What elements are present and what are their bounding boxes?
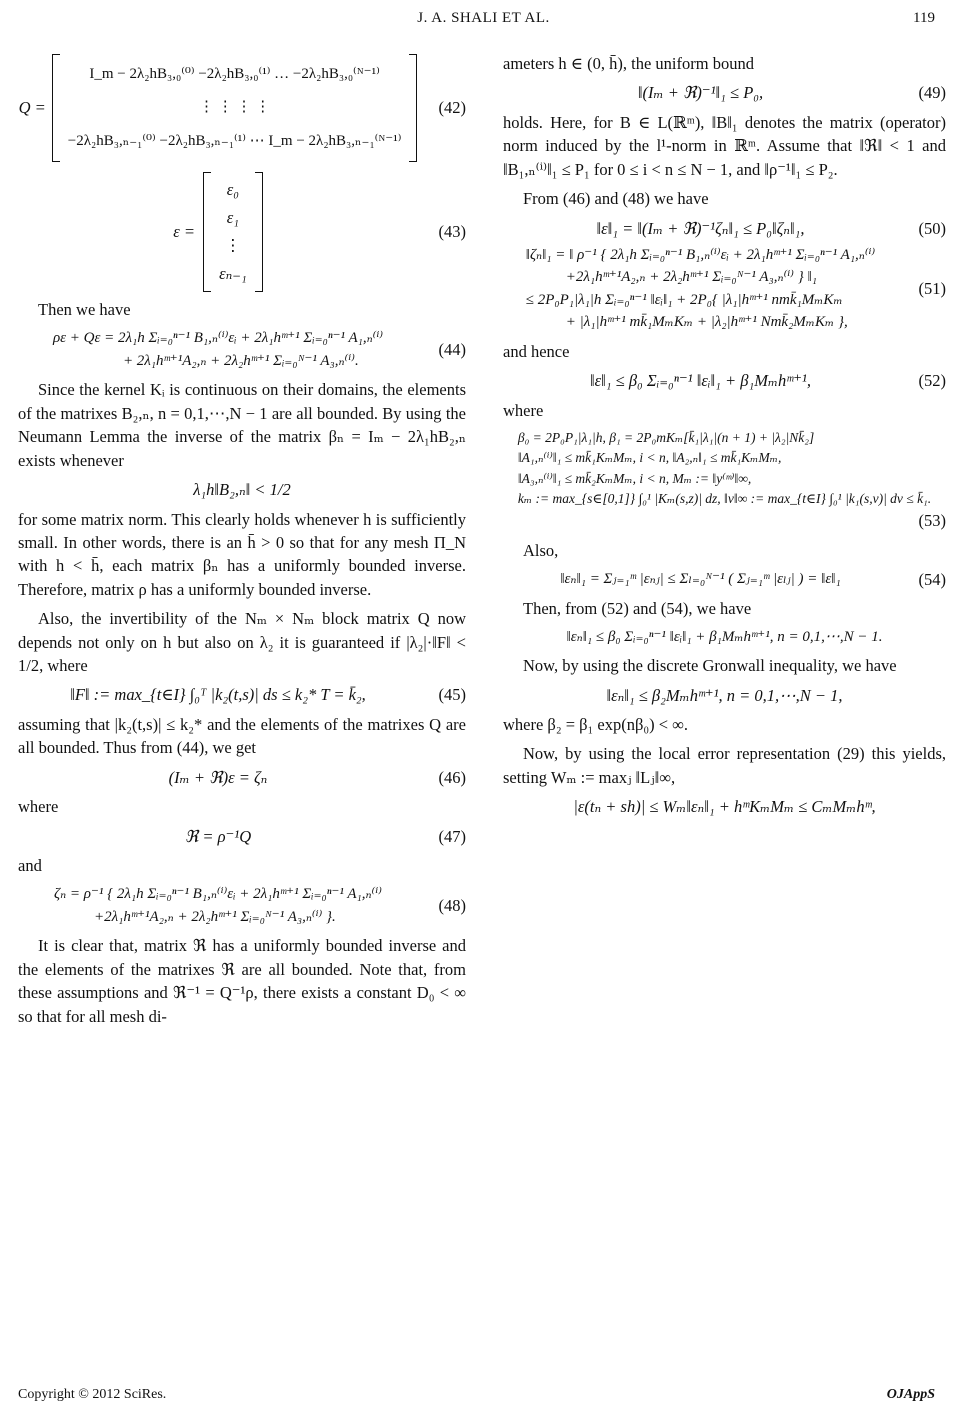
equation-53-number-row <box>503 509 946 532</box>
equation-42 <box>18 54 466 162</box>
equation-number: (50) <box>918 218 946 238</box>
paragraph: Since the kernel Kᵢ is continuous on their domains, the elements of the matrixes B₂,ₙ, n = 0,1,⋯,N − 1 are all bounded. By using the Neumann Lemma the inverse of the matrix βₙ = Iₘ − 2λ₁hB₂,ₙ exists whenever <box>18 380 466 470</box>
matrix-row: −2λ₂hB₃,ₙ₋₁⁽⁰⁾ −2λ₂hB₃,ₙ₋₁⁽¹⁾ ⋯ I_m − 2λ₂hB₃,ₙ₋₁⁽ᴺ⁻¹⁾ <box>67 132 402 149</box>
equation-condition: λ₁h‖B₂,ₙ‖ < 1/2 <box>193 480 291 500</box>
copyright-notice: Copyright © 2012 SciRes. <box>18 1387 167 1402</box>
equation-number: (45) <box>438 685 466 705</box>
vector-epsilon <box>203 172 263 292</box>
equation-local-error: |ε(tₙ + sh)| ≤ Wₘ‖εₙ‖₁ + hᵐKₘMₘ ≤ CₘMₘhᵐ, <box>573 797 876 817</box>
equation-line: ‖A₁,ₙ⁽ⁱ⁾‖₁ ≤ mk̄₁KₘMₘ, i < n, ‖A₂,ₙ‖₁ ≤ mk̄₁KₘMₘ, <box>517 450 782 466</box>
paragraph: and hence <box>503 341 570 361</box>
equation-53 <box>503 428 946 509</box>
equation-50: ‖ε‖₁ = ‖(Iₘ + ℜ)⁻¹ζₙ‖₁ ≤ P₀‖ζₙ‖₁, (50) <box>503 217 946 240</box>
paragraph: Also, <box>523 540 559 560</box>
equation-line: + 2λ₁hᵐ⁺¹A₂,ₙ + 2λ₂hᵐ⁺¹ Σᵢ₌₀ᴺ⁻¹ A₃,ₙ⁽ⁱ⁾. <box>122 352 359 369</box>
paragraph: It is clear that, matrix ℜ has a uniformly bounded inverse and the elements of the matrixes ℜ are all bounded. Note that, from these assumptions and ℜ⁻¹ = Q⁻¹ρ, there exists a constant D₀ < ∞ so that for all mesh di- <box>18 936 466 1026</box>
equation-line: ‖A₃,ₙ⁽ⁱ⁾‖₁ ≤ mk̄₂KₘMₘ, i < n, Mₘ := ‖y⁽ᵐ⁾‖∞, <box>517 470 752 486</box>
equation-number: (48) <box>438 896 466 916</box>
page-footer <box>0 1385 967 1409</box>
paragraph: where β₂ = β₁ exp(nβ₀) < ∞. <box>503 715 689 735</box>
equation-number: (53) <box>918 511 946 531</box>
equation-number: (47) <box>438 826 466 846</box>
equation-44 <box>18 327 466 372</box>
equation-54: ‖εₙ‖₁ = Σⱼ₌₁ᵐ |εₙⱼ| ≤ Σₗ₌₀ᴺ⁻¹ ( Σⱼ₌₁ᵐ |εₗⱼ| ) = ‖ε‖₁ (54) <box>503 568 946 591</box>
equation-48 <box>18 883 466 928</box>
equation-line: ρε + Qε = 2λ₁h Σᵢ₌₀ⁿ⁻¹ B₁,ₙ⁽ⁱ⁾εᵢ + 2λ₁hᵐ⁺¹ Σᵢ₌₀ⁿ⁻¹ A₁,ₙ⁽ⁱ⁾ <box>52 330 384 347</box>
paragraph: and <box>18 856 42 876</box>
equation-number: (43) <box>438 222 466 242</box>
page-number: 119 <box>913 10 935 26</box>
equation-number: (49) <box>918 83 946 103</box>
equation-line: +2λ₁hᵐ⁺¹A₂,ₙ + 2λ₂hᵐ⁺¹ Σᵢ₌₀ᴺ⁻¹ A₃,ₙ⁽ⁱ⁾ } ‖₁ <box>565 269 817 286</box>
matrix-row: I_m − 2λ₂hB₃,₀⁽⁰⁾ −2λ₂hB₃,₀⁽¹⁾ … −2λ₂hB₃,₀⁽ᴺ⁻¹⁾ <box>89 66 380 83</box>
equation-49: ‖(Iₘ + ℜ)⁻¹‖₁ ≤ P₀, (49) <box>503 81 946 104</box>
paragraph: Now, by using the discrete Gronwall inequality, we have <box>523 656 897 676</box>
equation-line: kₘ := max_{s∈[0,1]} ∫₀¹ |Kₘ(s,z)| dz, ‖v‖∞ := max_{t∈I} ∫₀¹ |k₁(s,v)| dv ≤ k̄₁. <box>517 490 932 506</box>
equation-52: ‖ε‖₁ ≤ β₀ Σᵢ₌₀ⁿ⁻¹ ‖εᵢ‖₁ + β₁Mₘhᵐ⁺¹, (52) <box>503 369 946 392</box>
left-column <box>18 40 466 1034</box>
equation-line: β₀ = 2P₀P₁|λ₁|h, β₁ = 2P₀mKₘ[k̄₁|λ₁|(n + 1) + |λ₂|Nk̄₂] <box>517 430 815 446</box>
equation-number: (42) <box>438 98 466 118</box>
paragraph: holds. Here, for B ∈ L(ℝᵐ), ‖B‖₁ denotes the matrix (operator) norm induced by the l¹-norm in ℝᵐ. Assume that ‖ℜ‖ < 1 and ‖B₁,ₙ⁽ⁱ⁾‖₁ ≤ P₁ for 0 ≤ i < n ≤ N − 1, and ‖ρ⁻¹‖₁ ≤ P₂. <box>503 112 946 179</box>
equation-45: ‖F‖ := max_{t∈I} ∫₀ᵀ |k₂(t,s)| ds ≤ k₂* T = k̄₂, (45) <box>18 683 466 706</box>
vector-entry: εₙ₋₁ <box>219 264 247 284</box>
equation-label: Q = <box>18 98 46 118</box>
paragraph: Then, from (52) and (54), we have <box>523 599 752 619</box>
matrix-row: ⋮ ⋮ ⋮ ⋮ <box>198 99 271 116</box>
equation-43 <box>18 172 466 292</box>
equation-line: +2λ₁hᵐ⁺¹A₂,ₙ + 2λ₂hᵐ⁺¹ Σᵢ₌₀ᴺ⁻¹ A₃,ₙ⁽ⁱ⁾ }. <box>94 908 336 925</box>
paragraph: From (46) and (48) we have <box>523 189 709 209</box>
paragraph: assuming that |k₂(t,s)| ≤ k₂* and the elements of the matrixes Q are all bounded. Thus from (44), we get <box>18 714 466 758</box>
paragraph: Now, by using the local error representation (29) this yields, setting Wₘ := maxⱼ ‖Lⱼ‖∞, <box>503 744 946 787</box>
vector-entry: ⋮ <box>224 236 242 256</box>
equation-46: (Iₘ + ℜ)ε = ζₙ (46) <box>18 766 466 789</box>
paragraph: where <box>503 400 544 420</box>
journal-name: OJAppS <box>886 1387 935 1402</box>
equation-line: ≤ 2P₀P₁|λ₁|h Σᵢ₌₀ⁿ⁻¹ ‖εᵢ‖₁ + 2P₀{ |λ₁|hᵐ⁺¹ nmk̄₁MₘKₘ <box>525 291 843 308</box>
page-header <box>0 8 967 34</box>
running-title: J. A. SHALI ET AL. <box>417 10 550 26</box>
right-column <box>503 40 946 823</box>
matrix-q <box>52 54 418 162</box>
equation-gronwall: ‖εₙ‖₁ ≤ β₂Mₘhᵐ⁺¹, n = 0,1,⋯,N − 1, <box>606 685 843 705</box>
equation-label: ε = <box>173 222 196 242</box>
equation-line: ζₙ = ρ⁻¹ { 2λ₁h Σᵢ₌₀ⁿ⁻¹ B₁,ₙ⁽ⁱ⁾εᵢ + 2λ₁hᵐ⁺¹ Σᵢ₌₀ⁿ⁻¹ A₁,ₙ⁽ⁱ⁾ <box>54 886 382 903</box>
equation-line: + |λ₁|hᵐ⁺¹ mk̄₁MₘKₘ + |λ₂|hᵐ⁺¹ Nmk̄₂MₘKₘ }, <box>565 314 848 331</box>
paragraph: Also, the invertibility of the Nₘ × Nₘ block matrix Q now depends not only on h but also on λ₂ it is guaranteed if |λ₂|·‖F‖ < 1/2, where <box>18 609 466 676</box>
paragraph: where <box>18 797 59 817</box>
paragraph: ameters h ∈ (0, h̄), the uniform bound <box>503 54 754 73</box>
equation-number: (46) <box>438 767 466 787</box>
equation-47: ℜ = ρ⁻¹Q (47) <box>18 825 466 848</box>
paragraph: Then we have <box>38 300 131 319</box>
vector-entry: ε₁ <box>226 208 239 228</box>
equation-number: (44) <box>438 340 466 360</box>
equation-bound: ‖εₙ‖₁ ≤ β₀ Σᵢ₌₀ⁿ⁻¹ ‖εᵢ‖₁ + β₁Mₘhᵐ⁺¹, n = 0,1,⋯,N − 1. <box>566 628 883 645</box>
paragraph: for some matrix norm. This clearly holds whenever h is sufficiently small. In other words, there is an h̄ > 0 so that for any mesh Π_N with h < h̄, each matrix βₙ has a uniformly bounded inverse. Therefore, matrix ρ has a uniformly bounded inverse. <box>18 509 466 599</box>
equation-number: (52) <box>918 371 946 391</box>
equation-number: (54) <box>918 570 946 590</box>
vector-entry: ε₀ <box>226 180 239 200</box>
equation-number: (51) <box>918 279 946 299</box>
equation-line: ‖ζₙ‖₁ = ‖ ρ⁻¹ { 2λ₁h Σᵢ₌₀ⁿ⁻¹ B₁,ₙ⁽ⁱ⁾εᵢ + 2λ₁hᵐ⁺¹ Σᵢ₌₀ⁿ⁻¹ A₁,ₙ⁽ⁱ⁾ <box>525 246 876 263</box>
equation-51 <box>503 244 946 334</box>
